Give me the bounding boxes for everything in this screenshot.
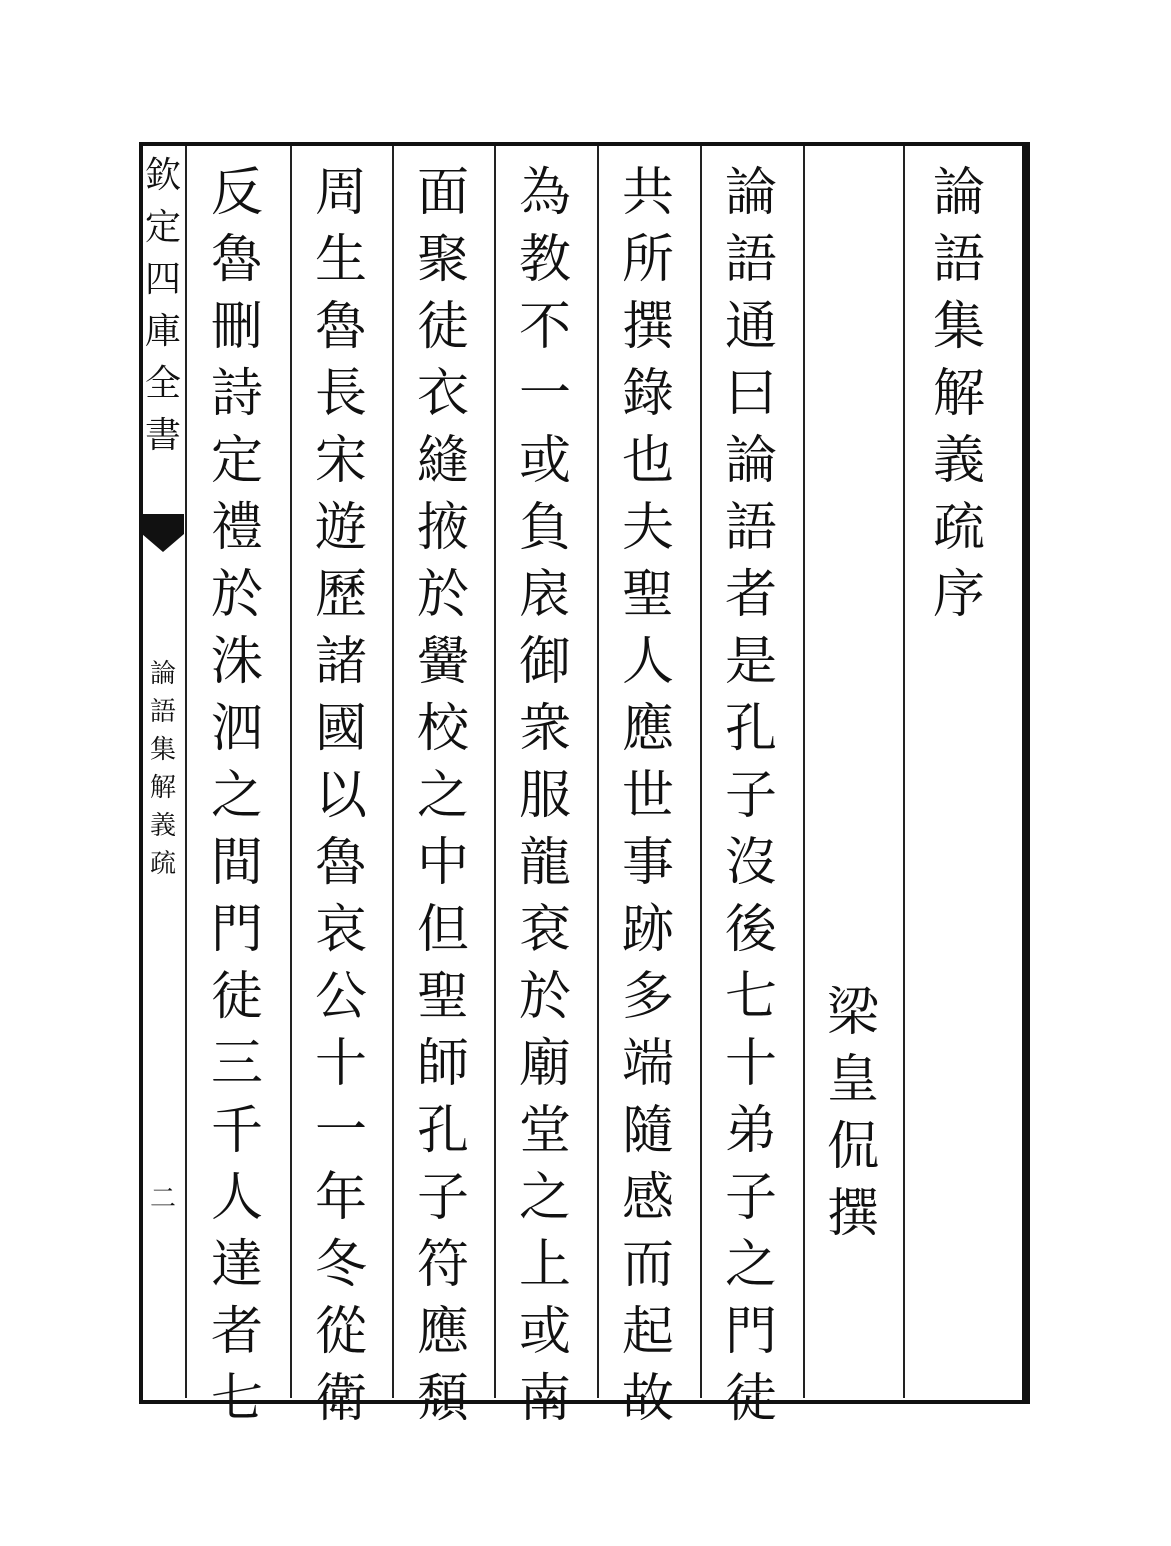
character: 十 xyxy=(724,1034,777,1094)
text-column-4 xyxy=(404,160,482,1433)
character: 服 xyxy=(518,766,571,826)
character: 者 xyxy=(724,565,777,625)
folio-number: 二 xyxy=(149,1184,176,1214)
character: 諸 xyxy=(314,632,367,692)
character: 撰 xyxy=(826,1184,879,1244)
character: 衛 xyxy=(314,1369,367,1429)
column-rule xyxy=(903,146,905,1398)
character: 弟 xyxy=(724,1101,777,1161)
character: 者 xyxy=(210,1302,263,1362)
character: 曰 xyxy=(724,364,777,424)
character: 一 xyxy=(314,1101,367,1161)
character: 四 xyxy=(144,259,181,300)
character: 生 xyxy=(314,230,367,290)
character: 庫 xyxy=(144,311,181,352)
character: 語 xyxy=(724,230,777,290)
character: 全 xyxy=(144,363,181,404)
character: 教 xyxy=(518,230,571,290)
character: 義 xyxy=(149,811,176,841)
character: 集 xyxy=(149,735,176,765)
character: 之 xyxy=(724,1235,777,1295)
character: 論 xyxy=(932,163,985,223)
character: 公 xyxy=(314,967,367,1027)
character: 也 xyxy=(621,431,674,491)
character: 負 xyxy=(518,498,571,558)
character: 十 xyxy=(314,1034,367,1094)
character: 是 xyxy=(724,632,777,692)
character: 夫 xyxy=(621,498,674,558)
character: 門 xyxy=(210,900,263,960)
character: 所 xyxy=(621,230,674,290)
character: 徒 xyxy=(724,1369,777,1429)
character: 義 xyxy=(932,431,985,491)
character: 後 xyxy=(724,900,777,960)
character: 七 xyxy=(210,1369,263,1429)
character: 疏 xyxy=(149,849,176,879)
character: 定 xyxy=(210,431,263,491)
character: 隨 xyxy=(621,1101,674,1161)
character: 感 xyxy=(621,1168,674,1228)
character: 御 xyxy=(518,632,571,692)
text-column-5 xyxy=(302,160,380,1433)
character: 徒 xyxy=(210,967,263,1027)
column-rule xyxy=(803,146,805,1398)
character: 以 xyxy=(314,766,367,826)
character: 不 xyxy=(518,297,571,357)
character: 一 xyxy=(518,364,571,424)
character: 欽 xyxy=(144,155,181,196)
character: 序 xyxy=(932,565,985,625)
character: 之 xyxy=(210,766,263,826)
fishtail-upper xyxy=(142,514,184,534)
character: 人 xyxy=(210,1168,263,1228)
character: 長 xyxy=(314,364,367,424)
character: 聖 xyxy=(416,967,469,1027)
character: 或 xyxy=(518,431,571,491)
character: 上 xyxy=(518,1235,571,1295)
character: 應 xyxy=(416,1302,469,1362)
character: 故 xyxy=(621,1369,674,1429)
character: 堂 xyxy=(518,1101,571,1161)
character: 解 xyxy=(932,364,985,424)
character: 刪 xyxy=(210,297,263,357)
character: 語 xyxy=(932,230,985,290)
character: 疏 xyxy=(932,498,985,558)
character: 為 xyxy=(518,163,571,223)
character: 遊 xyxy=(314,498,367,558)
character: 聖 xyxy=(621,565,674,625)
character: 論 xyxy=(724,163,777,223)
character: 錄 xyxy=(621,364,674,424)
character: 世 xyxy=(621,766,674,826)
character: 定 xyxy=(144,207,181,248)
character: 事 xyxy=(621,833,674,893)
character: 子 xyxy=(724,766,777,826)
character: 起 xyxy=(621,1302,674,1362)
fishtail-mark xyxy=(142,514,184,552)
text-column-1 xyxy=(712,160,790,1433)
column-rule xyxy=(700,146,702,1398)
character: 校 xyxy=(416,699,469,759)
column-rule xyxy=(185,146,187,1398)
character: 門 xyxy=(724,1302,777,1362)
character: 頹 xyxy=(416,1369,469,1429)
character: 端 xyxy=(621,1034,674,1094)
character: 周 xyxy=(314,163,367,223)
column-rule xyxy=(290,146,292,1398)
character: 於 xyxy=(518,967,571,1027)
character: 應 xyxy=(621,699,674,759)
character: 多 xyxy=(621,967,674,1027)
character: 掖 xyxy=(416,498,469,558)
character: 符 xyxy=(416,1235,469,1295)
character: 通 xyxy=(724,297,777,357)
character: 集 xyxy=(932,297,985,357)
column-rule xyxy=(392,146,394,1398)
character: 魯 xyxy=(314,833,367,893)
character: 詩 xyxy=(210,364,263,424)
character: 冬 xyxy=(314,1235,367,1295)
character: 或 xyxy=(518,1302,571,1362)
character: 梁 xyxy=(826,983,879,1043)
character: 衆 xyxy=(518,699,571,759)
character: 龍 xyxy=(518,833,571,893)
character: 孔 xyxy=(416,1101,469,1161)
column-rule xyxy=(597,146,599,1398)
character: 語 xyxy=(149,697,176,727)
character: 沒 xyxy=(724,833,777,893)
character: 解 xyxy=(149,773,176,803)
character: 論 xyxy=(724,431,777,491)
character: 但 xyxy=(416,900,469,960)
text-column-2 xyxy=(609,160,687,1433)
character: 於 xyxy=(416,565,469,625)
character: 皇 xyxy=(826,1050,879,1110)
character: 反 xyxy=(210,163,263,223)
character: 魯 xyxy=(314,297,367,357)
character: 子 xyxy=(724,1168,777,1228)
character: 侃 xyxy=(826,1117,879,1177)
character: 語 xyxy=(724,498,777,558)
character: 歷 xyxy=(314,565,367,625)
character: 間 xyxy=(210,833,263,893)
character: 從 xyxy=(314,1302,367,1362)
character: 七 xyxy=(724,967,777,1027)
character: 年 xyxy=(314,1168,367,1228)
preface-title xyxy=(920,160,998,629)
character: 之 xyxy=(518,1168,571,1228)
book-title-margin xyxy=(147,655,179,883)
column-rule xyxy=(494,146,496,1398)
character: 扆 xyxy=(518,565,571,625)
character: 泗 xyxy=(210,699,263,759)
character: 徒 xyxy=(416,297,469,357)
character: 共 xyxy=(621,163,674,223)
fishtail-lower xyxy=(142,534,184,552)
character: 宋 xyxy=(314,431,367,491)
character: 南 xyxy=(518,1369,571,1429)
character: 聚 xyxy=(416,230,469,290)
character: 衣 xyxy=(416,364,469,424)
author-line xyxy=(814,980,892,1248)
character: 千 xyxy=(210,1101,263,1161)
character: 而 xyxy=(621,1235,674,1295)
character: 人 xyxy=(621,632,674,692)
character: 孔 xyxy=(724,699,777,759)
text-column-3 xyxy=(506,160,584,1433)
character: 袞 xyxy=(518,900,571,960)
character: 縫 xyxy=(416,431,469,491)
character: 洙 xyxy=(210,632,263,692)
character: 跡 xyxy=(621,900,674,960)
character: 面 xyxy=(416,163,469,223)
character: 魯 xyxy=(210,230,263,290)
character: 國 xyxy=(314,699,367,759)
character: 書 xyxy=(144,415,181,456)
character: 論 xyxy=(149,659,176,689)
character: 黌 xyxy=(416,632,469,692)
character: 達 xyxy=(210,1235,263,1295)
character: 師 xyxy=(416,1034,469,1094)
character: 哀 xyxy=(314,900,367,960)
text-column-6 xyxy=(198,160,276,1433)
collection-title xyxy=(142,150,184,462)
character: 撰 xyxy=(621,297,674,357)
character: 三 xyxy=(210,1034,263,1094)
character: 於 xyxy=(210,565,263,625)
character: 禮 xyxy=(210,498,263,558)
character: 子 xyxy=(416,1168,469,1228)
character: 廟 xyxy=(518,1034,571,1094)
character: 之 xyxy=(416,766,469,826)
character: 中 xyxy=(416,833,469,893)
